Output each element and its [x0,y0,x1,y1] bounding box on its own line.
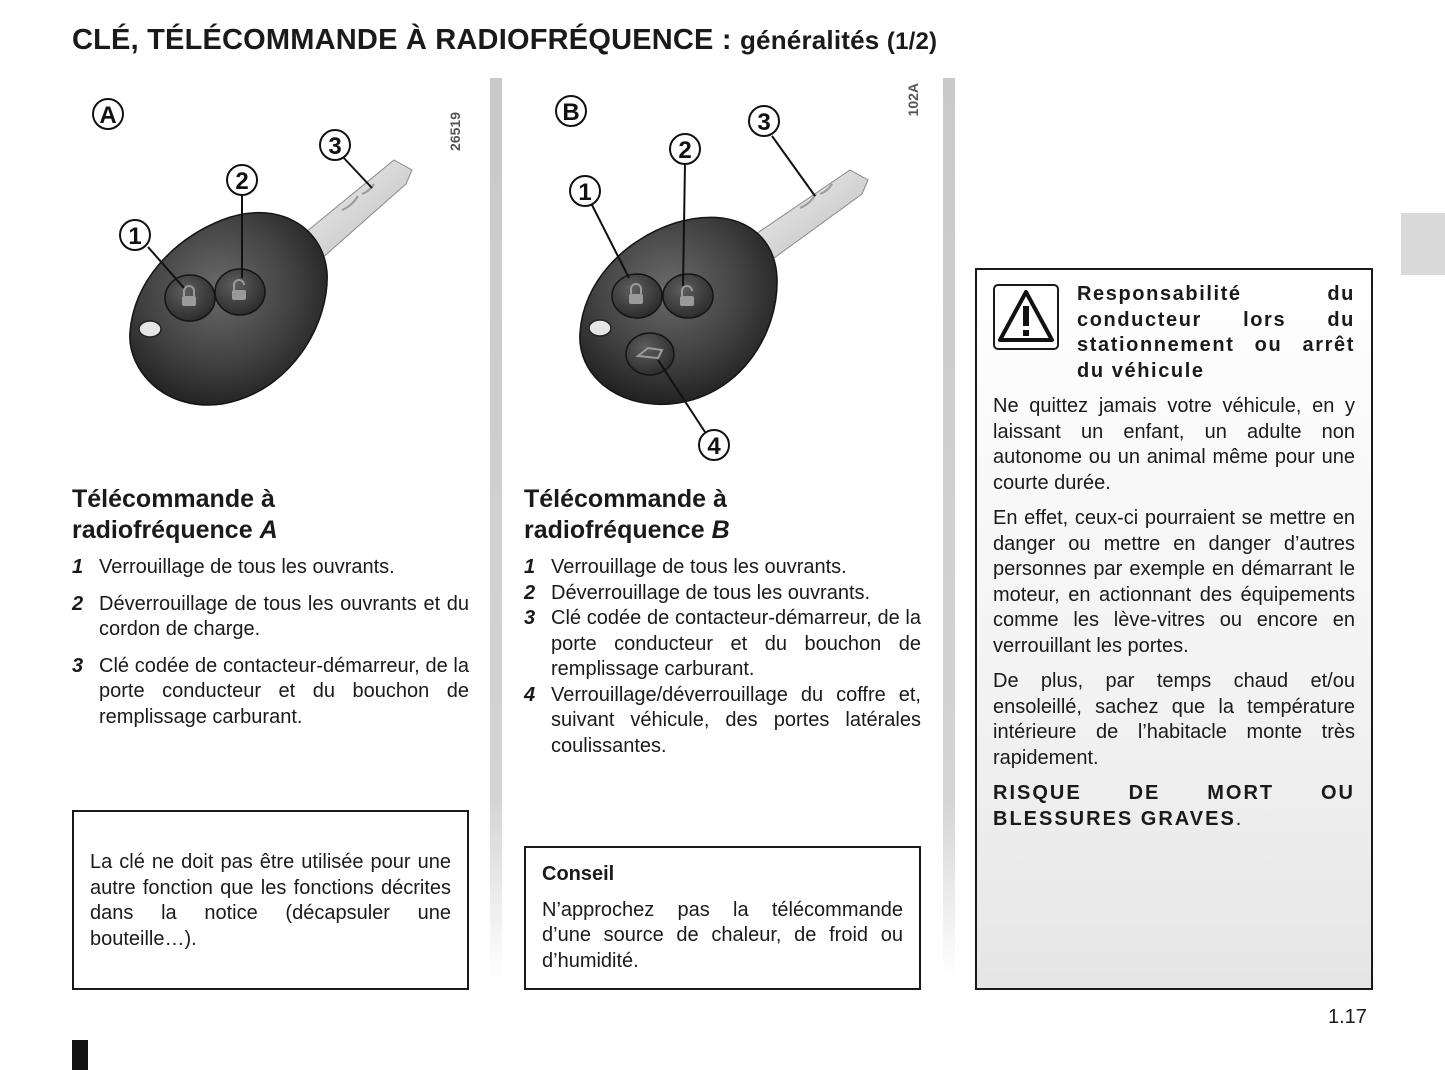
callout-a-1 [120,220,150,250]
item-number: 2 [72,592,84,615]
item-text: Clé codée de contacteur-démarreur, de la porte conducteur et du bouchon de remplissage carburant. [551,607,921,680]
figure-remote-a [72,82,482,422]
svg-text:4: 4 [707,433,721,460]
page-number: 1.17 [1328,1006,1367,1028]
figure-b-code: 102A [905,83,921,117]
section-b-title-line1: Télécommande à [524,485,727,513]
svg-text:3: 3 [328,133,342,160]
list-item [524,581,921,607]
callout-b-letter [556,96,586,126]
column-divider-left [490,78,502,978]
tip-text: N’approchez pas la télécommande d’une source de chaleur, de froid ou d’humidité. [542,898,903,972]
section-a-title-letter: A [259,516,278,544]
svg-text:3: 3 [757,109,771,136]
title-main: CLÉ, TÉLÉCOMMANDE À RADIOFRÉQUENCE : [72,24,740,56]
section-a-list [72,555,469,741]
item-number: 4 [524,683,536,706]
column-divider-right [943,78,955,978]
title-sub: généralités [739,25,887,55]
svg-text:1: 1 [128,223,142,250]
warning-para-2: En effet, ceux-ci pourraient se mettre en danger ou mettre en danger d’autres personnes par exemple en démarrant le moteur, en actionnant des équipements comme les lève-vitres ou encore en verrouillant les portes. [993,507,1355,657]
item-number: 3 [524,607,536,629]
thumb-tab [1401,213,1445,275]
callout-a-letter [93,99,123,129]
callout-b-4 [699,430,729,460]
item-number: 2 [524,581,536,604]
figure-a-code: 26519 [447,112,463,151]
list-item [72,555,469,581]
list-item [524,606,921,683]
callout-a-3 [320,130,350,160]
svg-text:1: 1 [578,179,592,206]
item-text: Verrouillage de tous les ouvrants. [99,556,395,578]
section-b-title-letter: B [711,516,730,544]
list-item [72,592,469,643]
warning-triangle-icon [993,284,1059,350]
item-number: 1 [72,556,84,578]
warning-para-3: De plus, par temps chaud et/ou ensoleillé, sachez que la température intérieure de l’habitacle monte très rapidement. [993,670,1355,769]
list-item [524,683,921,760]
item-text: Verrouillage de tous les ouvrants. [551,556,847,578]
list-item [72,654,469,731]
list-item [524,555,921,581]
title-part: (1/2) [886,28,938,55]
note-text: La clé ne doit pas être utilisée pour une autre fonction que les fonctions décrites dans la notice (décapsuler une bouteille…). [90,851,451,950]
section-a-title-line1: Télécommande à [72,485,275,513]
section-a-title [72,484,278,546]
warning-heading: Responsabilité du conducteur lors du stationnement ou arrêt du véhicule [1077,283,1355,382]
warning-final: RISQUE DE MORT OU BLESSURES GRAVES [993,782,1355,830]
svg-text:2: 2 [235,168,249,195]
item-text: Verrouillage/déverrouillage du coffre et, suivant véhicule, des portes latérales coulissantes. [551,683,921,757]
section-b-title [524,484,730,546]
note-box [72,810,469,990]
section-b-list [524,555,921,759]
callout-a-2 [227,165,257,195]
item-number: 3 [72,654,84,677]
page-title [72,24,937,57]
figure-remote-b [525,78,935,468]
tip-title: Conseil [542,863,615,885]
svg-text:A: A [99,102,117,129]
callout-b-3 [749,106,779,136]
callout-b-1 [570,176,600,206]
warning-para-1: Ne quittez jamais votre véhicule, en y laissant un enfant, un adulte non autonome ou un animal même pour une courte durée. [993,395,1355,494]
svg-text:2: 2 [678,137,692,164]
item-text: Déverrouillage de tous les ouvrants et du cordon de charge. [99,592,469,640]
item-number: 1 [524,556,536,578]
svg-text:B: B [562,99,580,126]
item-text: Déverrouillage de tous les ouvrants. [551,581,871,604]
section-a-title-line2: radiofréquence [72,516,260,544]
tip-box [524,846,921,990]
section-b-title-line2: radiofréquence [524,516,712,544]
item-text: Clé codée de contacteur-démarreur, de la porte conducteur et du bouchon de remplissage carburant. [99,654,469,728]
callout-b-2 [670,134,700,164]
warning-final-dot: . [1235,807,1242,830]
footer-mark [72,1040,88,1070]
warning-box [975,268,1373,990]
